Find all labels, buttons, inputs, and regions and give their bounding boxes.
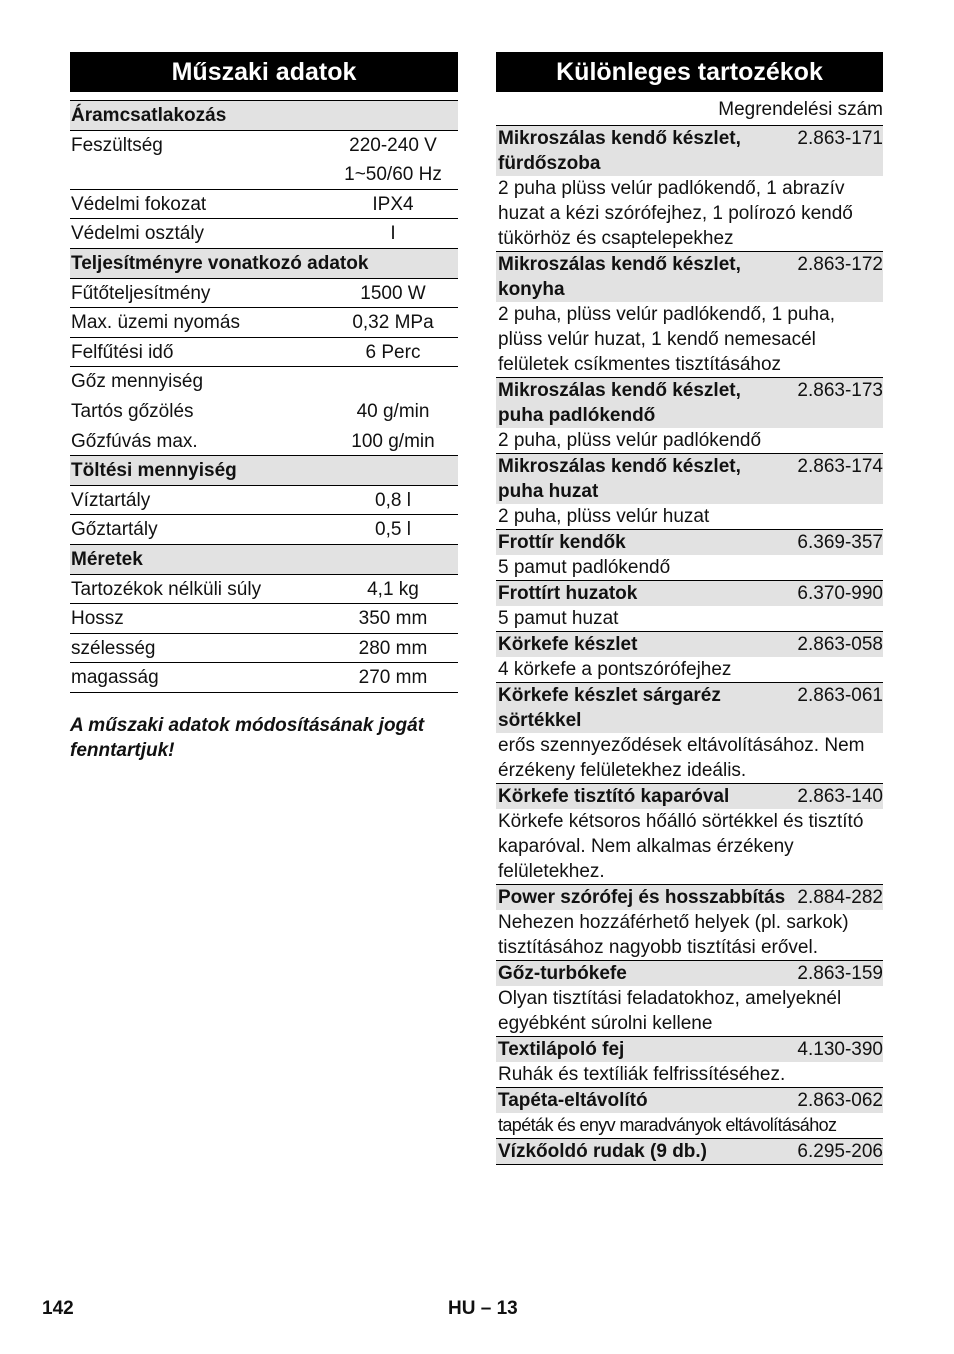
- accessory-header: [496, 683, 883, 733]
- accessory-name: Mikroszálas kendő készlet, konyha: [498, 254, 741, 300]
- spec-row: [70, 131, 458, 161]
- accessory-description: 4 körkefe a pontszórófejhez: [498, 659, 732, 680]
- spec-value: 6 Perc: [365, 341, 421, 363]
- accessory-item: [496, 454, 883, 530]
- accessory-order-number: 6.370-990: [797, 583, 883, 604]
- spec-label: Teljesítményre vonatkozó adatok: [71, 252, 369, 274]
- accessory-name: Vízkőoldó rudak (9 db.): [498, 1141, 708, 1162]
- technical-data-title: Műszaki adatok: [70, 52, 458, 92]
- accessory-name: Tapéta-eltávolító: [498, 1090, 648, 1111]
- accessory-header: [496, 530, 883, 555]
- spec-row: [70, 338, 458, 368]
- accessory-description: erős szennyeződések eltávolításához. Nem érzékeny felületekhez ideális.: [498, 735, 865, 781]
- section-marker: HU – 13: [448, 1298, 518, 1319]
- accessory-order-number: 2.863-061: [797, 685, 883, 706]
- spec-value: 4,1 kg: [367, 578, 419, 600]
- spec-group-header: [70, 101, 458, 131]
- accessory-order-number: 2.863-171: [797, 128, 883, 149]
- accessories-section: [496, 52, 883, 1165]
- spec-row: [70, 279, 458, 309]
- accessory-item: [496, 126, 883, 252]
- spec-value: 0,32 MPa: [352, 312, 434, 334]
- accessory-name: Mikroszálas kendő készlet, fürdőszoba: [498, 128, 741, 174]
- accessory-order-number: 2.863-062: [797, 1090, 883, 1111]
- spec-label: Áramcsatlakozás: [71, 105, 227, 126]
- accessory-order-number: 2.863-173: [797, 380, 883, 401]
- technical-data-section: [70, 52, 458, 763]
- spec-row: [70, 486, 458, 516]
- spec-row: [70, 427, 458, 457]
- accessory-description: Nehezen hozzáférhető helyek (pl. sarkok) tisztításához nagyobb tisztítási erővel.: [498, 912, 849, 958]
- spec-value: 270 mm: [358, 667, 428, 689]
- accessory-description: 2 puha, plüss velúr padlókendő: [498, 430, 762, 451]
- accessory-description: Olyan tisztítási feladatokhoz, amelyeknél egyébként súrolni kellene: [498, 988, 842, 1034]
- spec-value: 1~50/60 Hz: [344, 164, 442, 186]
- spec-label: Töltési mennyiség: [71, 460, 237, 482]
- spec-value: 40 g/min: [356, 400, 430, 422]
- accessory-order-number: 6.369-357: [797, 532, 883, 553]
- accessory-name: Gőz-turbókefe: [498, 963, 627, 984]
- accessory-name: Körkefe készlet: [498, 634, 638, 655]
- spec-value: IPX4: [372, 193, 414, 215]
- spec-label: Méretek: [71, 548, 143, 570]
- accessory-description: tapéták és enyv maradványok eltávolításához: [498, 1115, 837, 1135]
- accessories-title: Különleges tartozékok: [496, 52, 883, 92]
- spec-value: 220-240 V: [349, 134, 437, 156]
- accessory-item: [496, 1037, 883, 1088]
- accessory-header: [496, 126, 883, 176]
- accessory-item: [496, 683, 883, 784]
- accessory-order-number: 2.863-174: [797, 456, 883, 477]
- accessory-header: [496, 252, 883, 302]
- accessory-name: Körkefe tisztító kaparóval: [498, 786, 730, 807]
- spec-label: Védelmi osztály: [71, 223, 205, 245]
- accessory-order-number: 2.863-172: [797, 254, 883, 275]
- accessory-item: [496, 252, 883, 378]
- accessory-header: [496, 961, 883, 986]
- spec-row: [70, 160, 458, 190]
- accessory-header: [496, 454, 883, 504]
- accessory-description: 2 puha, plüss velúr huzat: [498, 506, 710, 527]
- accessory-description: 2 puha, plüss velúr padlókendő, 1 puha, plüss velúr huzat, 1 kendő nemesacél felületek csíkmentes tisztításához: [498, 304, 835, 375]
- accessory-description: Körkefe kétsoros hőálló sörtékkel és tisztító kaparóval. Nem alkalmas érzékeny felületekhez.: [498, 811, 864, 882]
- accessory-name: Frottír kendők: [498, 532, 626, 553]
- spec-row: [70, 219, 458, 249]
- spec-group-header: [70, 545, 458, 575]
- spec-label: Gőzfúvás max.: [71, 430, 198, 452]
- spec-label: Tartozékok nélküli súly: [71, 578, 262, 600]
- accessory-item: [496, 581, 883, 632]
- spec-value: [328, 367, 458, 397]
- accessory-item: [496, 1088, 883, 1139]
- accessory-list: [496, 125, 883, 1165]
- accessory-description: 5 pamut padlókendő: [498, 557, 671, 578]
- accessory-name: Körkefe készlet sárgaréz sörtékkel: [498, 685, 721, 731]
- spec-label: Védelmi fokozat: [71, 193, 207, 215]
- accessory-item: [496, 784, 883, 885]
- accessory-item: [496, 378, 883, 454]
- spec-value: 350 mm: [358, 608, 428, 630]
- spec-group-header: [70, 249, 458, 279]
- spec-row: [70, 515, 458, 545]
- accessory-item: [496, 885, 883, 961]
- spec-label: Hossz: [71, 608, 124, 630]
- spec-row: [70, 604, 458, 634]
- order-number-caption: Megrendelési szám: [718, 99, 883, 120]
- accessory-item: [496, 530, 883, 581]
- spec-row: [70, 308, 458, 338]
- spec-value: 1500 W: [360, 282, 426, 304]
- accessory-order-number: 2.863-159: [797, 963, 883, 984]
- spec-row: [70, 663, 458, 693]
- accessory-order-number: 2.863-058: [797, 634, 883, 655]
- accessory-name: Mikroszálas kendő készlet, puha huzat: [498, 456, 741, 502]
- accessory-header: [496, 885, 883, 910]
- accessory-order-number: 4.130-390: [797, 1039, 883, 1060]
- spec-value: 100 g/min: [351, 430, 435, 452]
- accessory-item: [496, 1139, 883, 1165]
- accessory-description: 2 puha plüss velúr padlókendő, 1 abrazív huzat a kézi szórófejhez, 1 polírozó kendő tükörhöz és csaptelepekhez: [498, 178, 853, 249]
- accessory-order-number: 6.295-206: [797, 1141, 883, 1162]
- disclaimer-note: A műszaki adatok módosításának jogát fenntartjuk!: [70, 714, 425, 761]
- spec-value: I: [390, 223, 396, 245]
- accessory-header: [496, 1139, 883, 1164]
- spec-row: [70, 367, 458, 397]
- accessory-header: [496, 581, 883, 606]
- spec-value: 280 mm: [358, 637, 428, 659]
- spec-label: [70, 160, 328, 189]
- accessory-item: [496, 632, 883, 683]
- spec-row: [70, 575, 458, 605]
- spec-table: [70, 100, 458, 693]
- spec-label: Max. üzemi nyomás: [71, 312, 240, 334]
- spec-group-header: [70, 456, 458, 486]
- spec-value: 0,5 l: [375, 519, 411, 541]
- accessory-description: Ruhák és textíliák felfrissítéséhez.: [498, 1064, 786, 1085]
- accessory-order-number: 2.863-140: [797, 786, 883, 807]
- accessory-name: Mikroszálas kendő készlet, puha padlókendő: [498, 380, 741, 426]
- spec-row: [70, 634, 458, 664]
- accessory-header: [496, 784, 883, 809]
- accessory-description: 5 pamut huzat: [498, 608, 619, 629]
- accessory-header: [496, 632, 883, 657]
- accessory-name: Power szórófej és hosszabbítás: [498, 887, 786, 908]
- spec-label: Gőztartály: [71, 519, 158, 541]
- spec-label: Felfűtési idő: [71, 341, 174, 363]
- accessory-header: [496, 1037, 883, 1062]
- accessory-name: Frottírt huzatok: [498, 583, 638, 604]
- page-number: 142: [42, 1298, 74, 1319]
- spec-value: 0,8 l: [375, 489, 411, 511]
- spec-label: Feszültség: [71, 134, 163, 156]
- spec-label: Gőz mennyiség: [71, 371, 204, 393]
- spec-row: [70, 190, 458, 220]
- spec-label: Fűtőteljesítmény: [71, 282, 211, 304]
- spec-label: magasság: [71, 667, 159, 689]
- spec-row: [70, 397, 458, 427]
- accessory-name: Textilápoló fej: [498, 1039, 625, 1060]
- spec-label: Tartós gőzölés: [71, 400, 194, 422]
- accessory-order-number: 2.884-282: [797, 887, 883, 908]
- accessory-header: [496, 378, 883, 428]
- spec-label: Víztartály: [71, 489, 151, 511]
- accessory-header: [496, 1088, 883, 1113]
- accessory-item: [496, 961, 883, 1037]
- spec-label: szélesség: [71, 637, 156, 659]
